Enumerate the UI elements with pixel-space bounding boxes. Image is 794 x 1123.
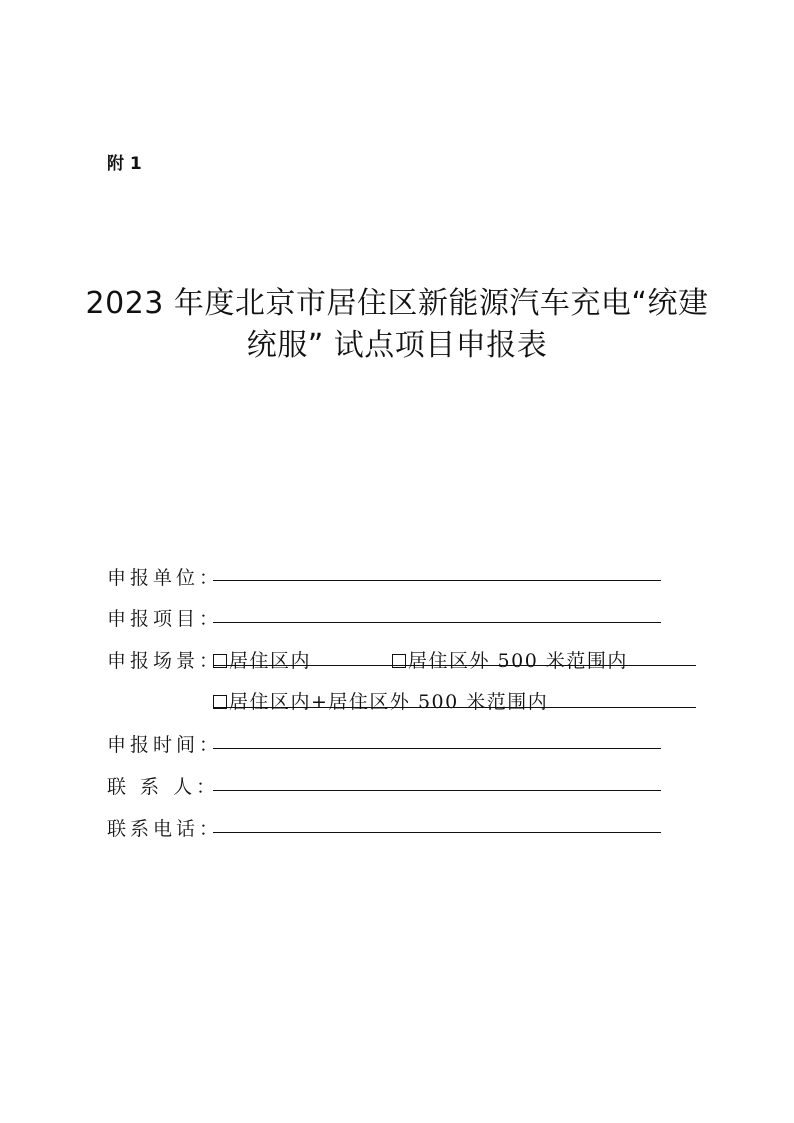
scenario-option-both-text: 居住区内+居住区外 500 米范围内: [229, 691, 549, 713]
scenario-label: 申报场景：: [107, 650, 223, 672]
project-label: 申报项目：: [107, 608, 223, 630]
scenario-option-outside-text: 居住区外 500 米范围内: [408, 650, 628, 672]
document-title: [0, 283, 794, 367]
contact-person-field[interactable]: [213, 790, 661, 791]
scenario-underline-1: [213, 665, 696, 666]
scenario-option-inside-text: 居住区内: [229, 650, 312, 672]
contact-phone-label: 联系电话：: [107, 818, 223, 840]
applicant-unit-field[interactable]: [213, 580, 661, 581]
scenario-underline-2: [213, 707, 696, 708]
title-line-1: 2023 年度北京市居住区新能源汽车充电“统建: [85, 286, 709, 321]
apply-time-field[interactable]: [213, 748, 661, 749]
scenario-option-both[interactable]: [213, 687, 548, 714]
title-line-2: 统服” 试点项目申报表: [246, 328, 548, 363]
contact-phone-field[interactable]: [213, 832, 661, 833]
project-field[interactable]: [213, 622, 661, 623]
scenario-option-outside[interactable]: [392, 646, 628, 673]
scenario-option-inside[interactable]: [213, 646, 311, 673]
contact-person-label: 联 系 人：: [107, 776, 220, 798]
annex-label: 附 1: [107, 154, 142, 174]
applicant-unit-label: 申报单位：: [107, 567, 223, 589]
apply-time-label: 申报时间：: [107, 734, 223, 756]
